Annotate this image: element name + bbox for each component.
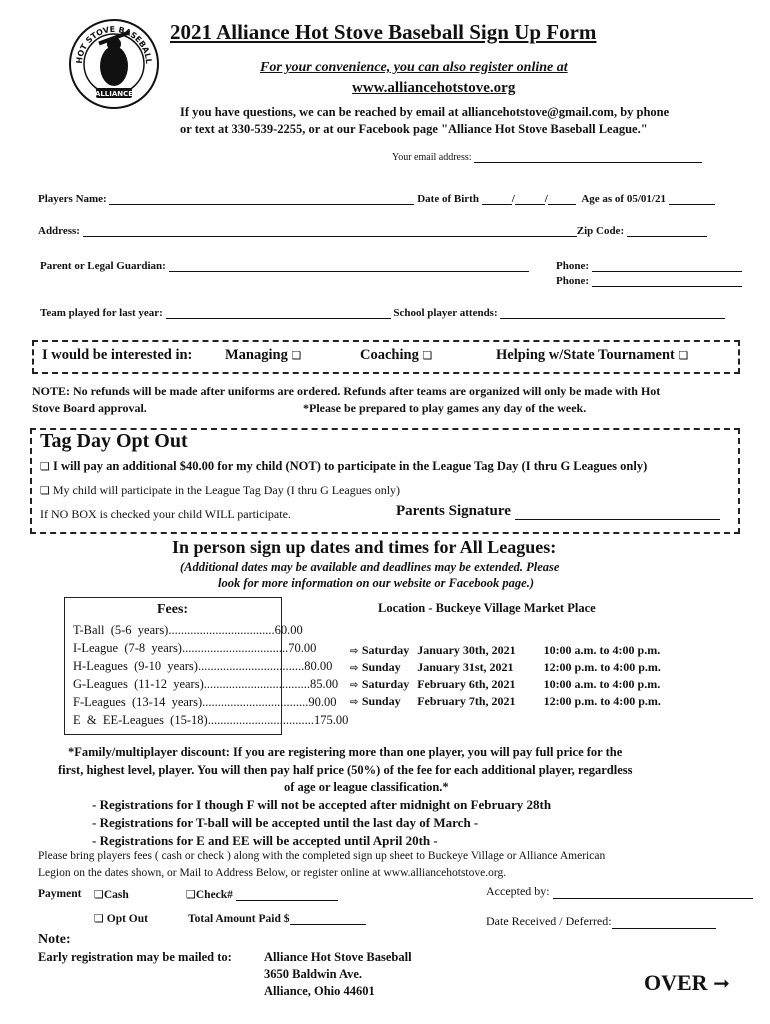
cash-checkbox[interactable]: ❏ — [94, 888, 104, 901]
fee-price: 80.00 — [304, 659, 333, 673]
fee-name: G-Leagues (11-12 years) — [73, 677, 204, 691]
note-line-2a: Stove Board approval. — [32, 401, 147, 415]
check-checkbox[interactable]: ❏ — [186, 888, 196, 901]
tag-day-participate-checkbox[interactable]: ❏ — [40, 484, 50, 497]
schedule-time: 12:00 p.m. to 4:00 p.m. — [543, 660, 661, 674]
fees-list — [73, 621, 349, 729]
team-last-year-label: Team played for last year: — [40, 307, 163, 319]
managing-option[interactable]: Managing ❏ — [225, 347, 302, 363]
schedule-date: February 7th, 2021 — [417, 694, 516, 708]
arrow-right-icon: ⇨ — [350, 663, 362, 674]
coaching-option[interactable]: Coaching ❏ — [360, 347, 433, 363]
no-box-note: If NO BOX is checked your child WILL participate. — [40, 507, 291, 521]
online-line: For your convenience, you can also register online at — [260, 60, 568, 75]
fee-row — [73, 621, 303, 639]
fee-row — [73, 675, 339, 693]
signup-sub-2: look for more information on our website or Facebook page.) — [218, 576, 534, 590]
managing-checkbox[interactable]: ❏ — [291, 349, 302, 362]
fee-name: F-Leagues (13-14 years) — [73, 695, 203, 709]
schedule-day: Sunday — [361, 660, 401, 674]
schedule-time: 10:00 a.m. to 4:00 p.m. — [543, 677, 661, 691]
schedule-day: Saturday — [361, 677, 410, 691]
fee-price: 90.00 — [308, 695, 337, 709]
guardian-field[interactable] — [169, 259, 529, 272]
school-label: School player attends: — [393, 307, 498, 319]
note-line-2b: *Please be prepared to play games any day of the week. — [303, 401, 587, 415]
location-title: Location - Buckeye Village Market Place — [378, 601, 596, 615]
schedule-table — [346, 642, 665, 710]
bring-line-2: Legion on the dates shown, or Mail to Address Below, or register online at www.alliancehotstove.org. — [38, 867, 507, 879]
coaching-checkbox[interactable]: ❏ — [422, 349, 433, 362]
team-last-year-field[interactable] — [166, 306, 391, 319]
fee-price: 85.00 — [309, 677, 339, 691]
schedule-row — [346, 642, 665, 659]
opt-out-option[interactable]: ❏ Opt Out — [94, 912, 148, 925]
schedule-time: 12:00 p.m. to 4:00 p.m. — [543, 694, 661, 708]
dob-year-field[interactable] — [548, 192, 576, 205]
cash-option[interactable]: ❏Cash — [94, 888, 129, 901]
fee-leader-dots: .................................. — [203, 677, 310, 691]
fee-row — [73, 693, 337, 711]
fee-leader-dots: .................................. — [207, 713, 314, 727]
fees-title: Fees: — [157, 602, 189, 617]
svg-text:HOT STOVE BASEBALL — [75, 25, 153, 64]
player-name-label: Players Name: — [38, 193, 107, 205]
schedule-time: 10:00 a.m. to 4:00 p.m. — [543, 643, 661, 657]
schedule-date: January 30th, 2021 — [417, 643, 516, 657]
dob-label: Date of Birth — [417, 193, 479, 205]
fee-price: 70.00 — [288, 641, 317, 655]
fee-leader-dots: .................................. — [168, 623, 275, 637]
phone-1-field[interactable] — [592, 259, 742, 272]
fee-name: I-League (7-8 years) — [73, 641, 182, 655]
mail-city: Alliance, Ohio 44601 — [264, 984, 375, 998]
email-field[interactable] — [474, 150, 702, 163]
address-label: Address: — [38, 225, 80, 237]
fee-price: 175.00 — [313, 713, 349, 727]
mail-note: Note: — [38, 932, 71, 947]
tag-day-title: Tag Day Opt Out — [40, 430, 188, 452]
fee-name: H-Leagues (9-10 years) — [73, 659, 198, 673]
zip-field[interactable] — [627, 224, 707, 237]
contact-line-2: or text at 330-539-2255, or at our Facebook page "Alliance Hot Stove Baseball League." — [180, 122, 648, 136]
signature-label: Parents Signature — [396, 503, 511, 519]
logo-bottom-text: ALLIANCE — [94, 90, 134, 98]
fee-leader-dots: .................................. — [197, 659, 305, 673]
mail-street: 3650 Baldwin Ave. — [264, 967, 363, 981]
check-label: Check# — [195, 889, 233, 901]
deadline-3: - Registrations for E and EE will be accepted until April 20th - — [92, 833, 438, 848]
email-label: Your email address: — [392, 152, 472, 163]
league-logo — [68, 18, 160, 110]
guardian-label: Parent or Legal Guardian: — [40, 260, 166, 272]
school-field[interactable] — [500, 306, 725, 319]
signature-field[interactable] — [515, 505, 720, 520]
schedule-row — [346, 693, 665, 710]
payment-label: Payment — [38, 888, 82, 900]
fee-name: E & EE-Leagues (15-18) — [73, 713, 208, 727]
schedule-row — [346, 676, 665, 693]
total-paid-field[interactable] — [290, 912, 366, 925]
arrow-right-icon: ⇨ — [350, 697, 362, 708]
right-arrow-icon: ➞ — [713, 971, 730, 995]
check-number-field[interactable] — [236, 888, 338, 901]
phone-1-label: Phone: — [556, 260, 589, 272]
helping-checkbox[interactable]: ❏ — [678, 349, 689, 362]
tag-day-option-2: My child will participate in the League Tag Day (I thru G Leagues only) — [52, 483, 401, 497]
address-field[interactable] — [83, 224, 577, 237]
age-field[interactable] — [669, 192, 715, 205]
logo-top-text: HOT STOVE BASEBALL — [74, 24, 154, 65]
deadline-1: - Registrations for I though F will not be accepted after midnight on February 28th — [92, 797, 552, 812]
dob-month-field[interactable] — [482, 192, 512, 205]
website-link[interactable]: www.alliancehotstove.org — [352, 80, 516, 96]
bring-line-1: Please bring players fees ( cash or check ) along with the completed sign up sheet to Buckeye Village or Alliance American — [38, 850, 606, 862]
accepted-by-field[interactable] — [553, 886, 753, 899]
tag-day-opt-out-checkbox[interactable]: ❏ — [40, 460, 50, 473]
over-label: OVER — [644, 970, 708, 995]
fees-box — [64, 597, 349, 735]
helping-option[interactable]: Helping w/State Tournament ❏ — [496, 347, 689, 363]
accepted-by-label: Accepted by: — [486, 884, 550, 898]
arrow-right-icon: ⇨ — [350, 646, 362, 657]
age-label: Age as of 05/01/21 — [581, 193, 666, 205]
fee-leader-dots: .................................. — [202, 695, 309, 709]
form-title: 2021 Alliance Hot Stove Baseball Sign Up Form — [170, 20, 597, 44]
tag-day-option-1: I will pay an additional $40.00 for my child (NOT) to participate in the League Tag Day (I thru G Leagues only) — [53, 459, 648, 473]
phone-2-label: Phone: — [556, 275, 589, 287]
schedule-date: February 6th, 2021 — [417, 677, 516, 691]
signup-title: In person sign up dates and times for All Leagues: — [172, 537, 557, 557]
discount-line-3: of age or league classification.* — [284, 780, 449, 794]
fee-row — [73, 657, 333, 675]
total-paid-label: Total Amount Paid $ — [188, 913, 290, 925]
fee-price: 60.00 — [274, 623, 303, 637]
fee-row — [73, 711, 349, 729]
arrow-right-icon: ⇨ — [350, 680, 362, 691]
contact-line-1: If you have questions, we can be reached by email at alliancehotstove@gmail.com, by phone — [180, 105, 670, 119]
zip-label: Zip Code: — [576, 225, 625, 237]
date-received-field[interactable] — [612, 916, 716, 929]
fee-leader-dots: .................................. — [181, 641, 289, 655]
discount-line-2: first, highest level, player. You will then pay half price (50%) of the fee for each additional player, regardless — [58, 763, 633, 777]
discount-line-1: *Family/multiplayer discount: If you are registering more than one player, you will pay full price for the — [68, 745, 623, 759]
mail-org: Alliance Hot Stove Baseball — [264, 950, 412, 964]
schedule-day: Saturday — [361, 643, 410, 657]
fee-row — [73, 639, 317, 657]
note-line-1: NOTE: No refunds will be made after uniforms are ordered. Refunds after teams are organized will only be made with Hot — [32, 384, 661, 398]
opt-out-checkbox[interactable]: ❏ — [94, 912, 104, 925]
schedule-date: January 31st, 2021 — [417, 660, 514, 674]
signup-sub-1: (Additional dates may be available and deadlines may be extended. Please — [180, 560, 560, 574]
player-name-field[interactable] — [109, 192, 414, 205]
schedule-day: Sunday — [361, 694, 401, 708]
interest-label: I would be interested in: — [42, 347, 193, 363]
phone-2-field[interactable] — [592, 274, 742, 287]
mail-label: Early registration may be mailed to: — [38, 950, 232, 964]
deadline-2: - Registrations for T-ball will be accepted until the last day of March - — [92, 815, 479, 830]
fee-name: T-Ball (5-6 years) — [73, 623, 169, 637]
dob-day-field[interactable] — [515, 192, 545, 205]
schedule-row — [346, 659, 665, 676]
date-received-label: Date Received / Deferred: — [486, 914, 612, 928]
